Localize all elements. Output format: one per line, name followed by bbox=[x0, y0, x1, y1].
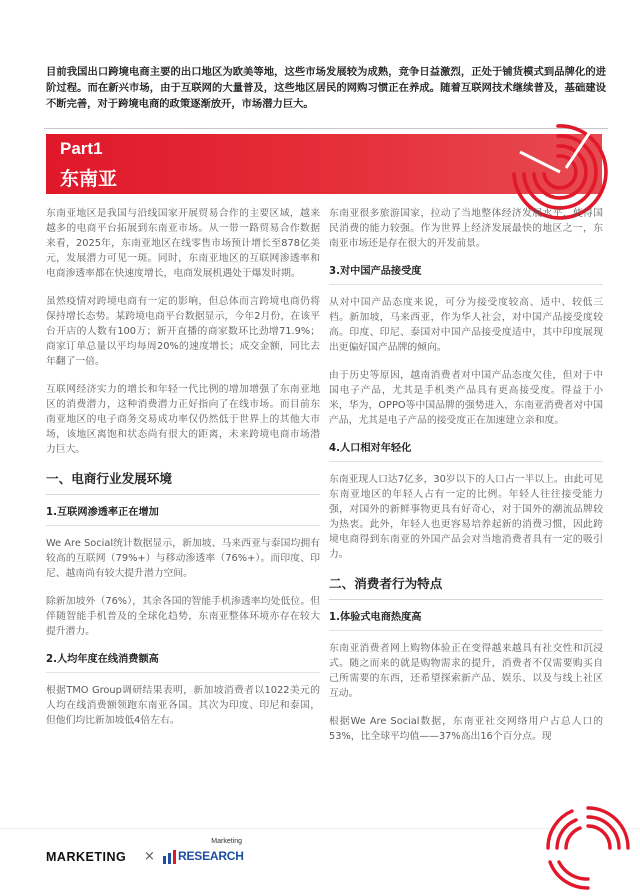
paragraph: 东南亚现人口达7亿多，30岁以下的人口占一半以上。由此可见东南亚地区的年轻人占有一定的比例。年轻人往往接受能力强，对国外的新鲜事物更具有好奇心，对于国外的潮流品牌较为热衷。此外，年轻人也更容易培养起新的消费习惯，因此跨境电商得到东南亚的外国产品会对当地消费者具有一定的吸引力。 bbox=[329, 474, 603, 560]
research-logo bbox=[160, 838, 242, 868]
paragraph: 虽然疫情对跨境电商有一定的影响，但总体而言跨境电商仍将保持增长态势。某跨境电商平台数据显示，今年2月份，在该平台开店的人数有100万；新开直播的商家数环比劲增71.9%；商家订单总量以平均每周20%的速度增长；成交金额，同比去年翻了一倍。 bbox=[46, 296, 320, 367]
subheading-penetration: 1.互联网渗透率正在增加 bbox=[46, 505, 320, 526]
concentric-arcs-icon bbox=[536, 796, 640, 896]
left-column bbox=[46, 206, 320, 782]
section-heading-environment: 一、电商行业发展环境 bbox=[46, 470, 320, 495]
subheading-experience: 1.体验式电商热度高 bbox=[329, 610, 603, 631]
logo-separator: × bbox=[144, 849, 155, 864]
research-logo-text: RESEARCH bbox=[178, 849, 244, 863]
subheading-young-population: 4.人口相对年轻化 bbox=[329, 441, 603, 462]
banner-title: 东南亚 bbox=[60, 168, 118, 190]
paragraph: 根据We Are Social数据，东南亚社交网络用户占总人口的53%，比全球平均值——37%高出16个百分点。现 bbox=[329, 716, 603, 742]
bar-chart-icon bbox=[163, 850, 177, 864]
banner-part-label: Part1 bbox=[60, 139, 103, 158]
right-column bbox=[329, 206, 603, 782]
paragraph: 互联网经济实力的增长和年轻一代比例的增加增强了东南亚地区的消费潜力，这种消费潜力正好指向了在线市场。而目前东南亚地区的电子商务交易成功率仅仍然低于世界上的其他大市场，该地区离饱和状态尚有很大的距离，未来跨境电商市场潜力巨大。 bbox=[46, 384, 320, 455]
paragraph: 由于历史等原因，越南消费者对中国产品态度欠佳，但对于中国电子产品，尤其是手机类产品具有更高接受度。得益于小米，华为，OPPO等中国品牌的强势进入，东南亚消费者对中国产品，尤其是电子产品的接受度正在加速建立亲和度。 bbox=[329, 370, 603, 426]
marketing-logo: MARKETING bbox=[46, 850, 127, 864]
paragraph: 东南亚地区是我国与沿线国家开展贸易合作的主要区域，越来越多的电商平台拓展到东南亚市场。从一带一路贸易合作数据来看，2025年，东南亚地区在线零售市场预计增长至878亿美元，发展潜力可见一斑。同时，东南亚地区的互联网渗透率和电商渗透率都在快速度增长，电商发展机遇处于爆发时期。 bbox=[46, 208, 320, 279]
paragraph: We Are Social统计数据显示，新加坡、马来西亚与泰国均拥有较高的互联网（79%+）与移动渗透率（76%+）。而印度、印尼、越南尚有较大提升潜力空间。 bbox=[46, 538, 320, 579]
paragraph: 东南亚很多旅游国家，拉动了当地整体经济发展水平，使得国民消费的能力较强。作为世界上经济发展最快的地区之一，东南亚市场还是存在很大的开发前景。 bbox=[329, 208, 603, 249]
subheading-acceptance: 3.对中国产品接受度 bbox=[329, 264, 603, 285]
paragraph: 东南亚消费者网上购物体验正在变得越来越具有社交性和沉浸式。随之而来的就是购物需求的提升，消费者不仅需要购买自己所需要的东西，还希望探索新产品、娱乐、以及与线上社区互动。 bbox=[329, 643, 603, 699]
section-heading-behavior: 二、消费者行为特点 bbox=[329, 575, 603, 600]
intro-paragraph: 目前我国出口跨境电商主要的出口地区为欧美等地，这些市场发展较为成熟，竞争日益激烈，正处于铺货模式到品牌化的进阶过程。而在新兴市场，由于互联网的大量普及，这些地区居民的网购习惯正在养成。随着互联网技术继续普及，基础建设不断完善，对于跨境电商的政策逐渐放开，市场潜力巨大。 bbox=[46, 66, 606, 110]
paragraph: 根据TMO Group调研结果表明，新加坡消费者以1022美元的人均在线消费额领跑东南亚各国。其次为印度、印尼和泰国，但他们均比新加坡低4倍左右。 bbox=[46, 685, 320, 726]
paragraph: 除新加坡外（76%），其余各国的智能手机渗透率均处低位。但伴随智能手机普及的全球化趋势，东南亚整体环境亦存在较大提升潜力。 bbox=[46, 596, 320, 637]
subheading-spending: 2.人均年度在线消费额高 bbox=[46, 652, 320, 673]
research-logo-tagline: Marketing bbox=[211, 838, 242, 845]
paragraph: 从对中国产品态度来说，可分为接受度较高、适中、较低三档。新加坡，马来西亚，作为华人社会，对中国产品接受度较高。印度、印尼、泰国对中国产品接受度适中，其中印度展现出更偏好国产品牌的倾向。 bbox=[329, 297, 603, 353]
